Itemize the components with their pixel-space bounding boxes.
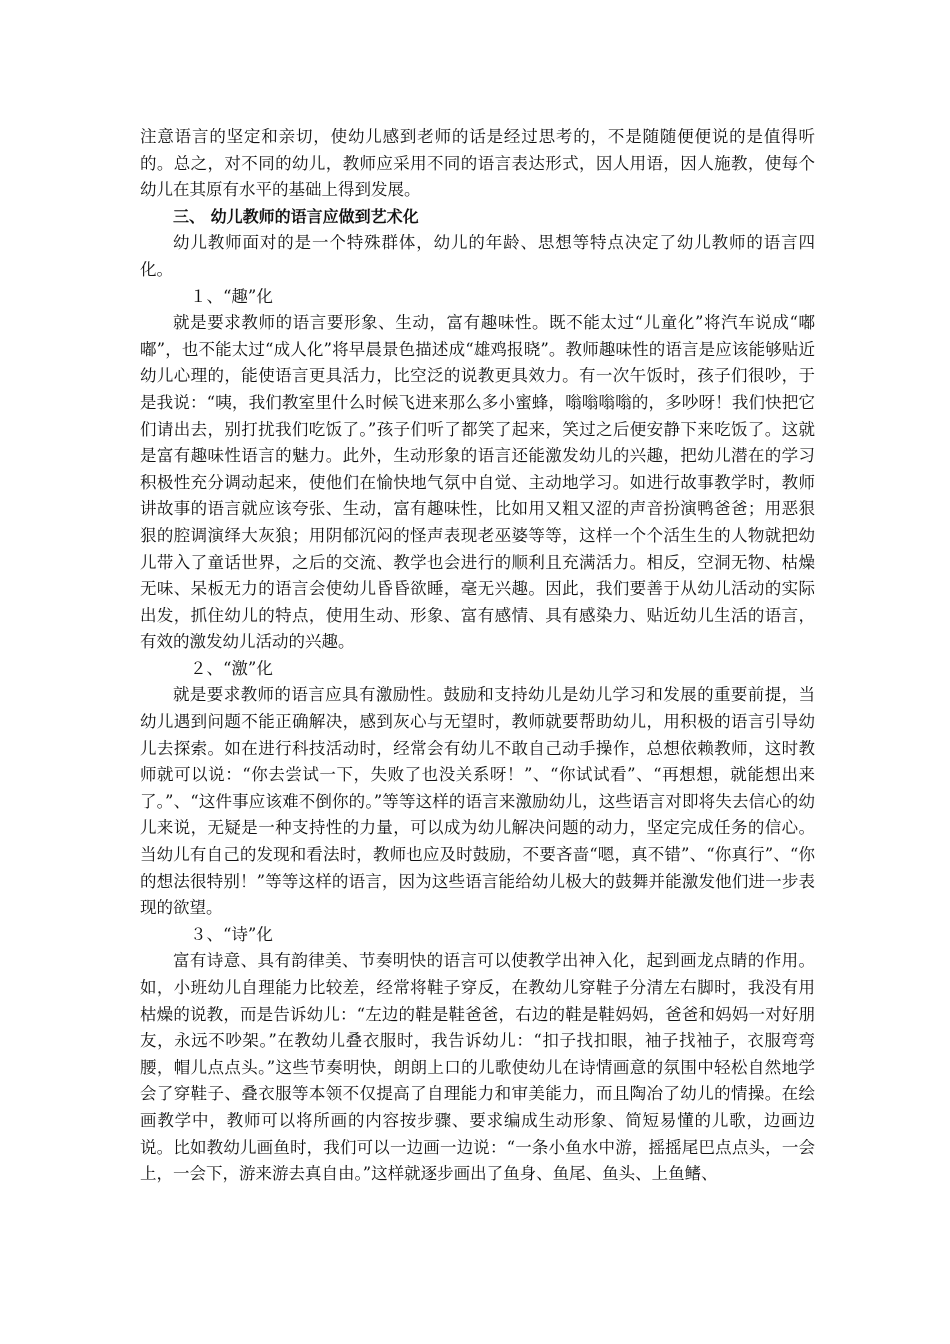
subsection-heading: １、“趣”化 [190, 286, 273, 306]
section-heading: 三、 幼儿教师的语言应做到艺术化 [173, 206, 419, 226]
body-paragraph: 幼儿教师面对的是一个特殊群体，幼儿的年龄、思想等特点决定了幼儿教师的语言四化。 [140, 233, 815, 279]
body-paragraph: 富有诗意、具有韵律美、节奏明快的语言可以使教学出神入化，起到画龙点睛的作用。如，小班幼儿自理能力比较差，经常将鞋子穿反，在教幼儿穿鞋子分清左右脚时，我没有用枯燥的说教，而是告诉幼儿：“左边的鞋是鞋爸爸，右边的鞋是鞋妈妈，爸爸和妈妈一对好朋友，永远不吵架。”在教幼儿叠衣服时，我告诉幼儿：“扣子找扣眼，袖子找袖子，衣服弯弯腰，帽儿点点头。”这些节奏明快，朗朗上口的儿歌使幼儿在诗情画意的氛围中轻松自然地学会了穿鞋子、叠衣服等本领不仅提高了自理能力和审美能力，而且陶冶了幼儿的情操。在绘画教学中，教师可以将所画的内容按步骤、要求编成生动形象、简短易懂的儿歌，边画边说。比如教幼儿画鱼时，我们可以一边画一边说：“一条小鱼水中游，摇摇尾巴点点头，一会上，一会下，游来游去真自由。”这样就逐步画出了鱼身、鱼尾、鱼头、上鱼鳍、 [140, 951, 815, 1184]
body-paragraph: 就是要求教师的语言应具有激励性。鼓励和支持幼儿是幼儿学习和发展的重要前提，当幼儿遇到问题不能正确解决，感到灰心与无望时，教师就要帮助幼儿，用积极的语言引导幼儿去探索。如在进行科技活动时，经常会有幼儿不敢自己动手操作，总想依赖教师，这时教师就可以说：“你去尝试一下，失败了也没关系呀！”、“你试试看”、“再想想，就能想出来了。”、“这件事应该难不倒你的。”等等这样的语言来激励幼儿，这些语言对即将失去信心的幼儿来说，无疑是一种支持性的力量，可以成为幼儿解决问题的动力，坚定完成任务的信心。当幼儿有自己的发现和看法时，教师也应及时鼓励，不要吝啬“嗯，真不错”、“你真行”、“你的想法很特别！”等等这样的语言，因为这些语言能给幼儿极大的鼓舞并能激发他们进一步表现的欲望。 [140, 685, 815, 918]
body-paragraph: 就是要求教师的语言要形象、生动，富有趣味性。既不能太过“儿童化”将汽车说成“嘟嘟”，也不能太过“成人化”将早晨景色描述成“雄鸡报晓”。教师趣味性的语言是应该能够贴近幼儿心理的，能使语言更具活力，比空泛的说教更具效力。有一次午饭时，孩子们很吵，于是我说：“咦，我们教室里什么时候飞进来那么多小蜜蜂，嗡嗡嗡嗡的，多吵呀！我们快把它们请出去，别打扰我们吃饭了。”孩子们听了都笑了起来，笑过之后便安静下来吃饭了。这就是富有趣味性语言的魅力。此外，生动形象的语言还能激发幼儿的兴趣，把幼儿潜在的学习积极性充分调动起来，使他们在愉快地气氛中自觉、主动地学习。如进行故事教学时，教师讲故事的语言就应该夸张、生动，富有趣味性，比如用又粗又涩的声音扮演鸭爸爸；用恶狠狠的腔调演绎大灰狼；用阴郁沉闷的怪声表现老巫婆等等，这样一个个活生生的人物就把幼儿带入了童话世界，之后的交流、教学也会进行的顺利且充满活力。相反，空洞无物、枯燥无味、呆板无力的语言会使幼儿昏昏欲睡，毫无兴趣。因此，我们要善于从幼儿活动的实际出发，抓住幼儿的特点，使用生动、形象、富有感情、具有感染力、贴近幼儿生活的语言，有效的激发幼儿活动的兴趣。 [140, 313, 815, 652]
subsection-heading: ３、“诗”化 [190, 924, 273, 944]
body-paragraph: 注意语言的坚定和亲切，使幼儿感到老师的话是经过思考的，不是随随便便说的是值得听的。总之，对不同的幼儿，教师应采用不同的语言表达形式，因人用语，因人施教，使每个幼儿在其原有水平的基础上得到发展。 [140, 127, 815, 200]
subsection-heading: ２、“激”化 [190, 658, 273, 678]
document-page [140, 124, 815, 1188]
